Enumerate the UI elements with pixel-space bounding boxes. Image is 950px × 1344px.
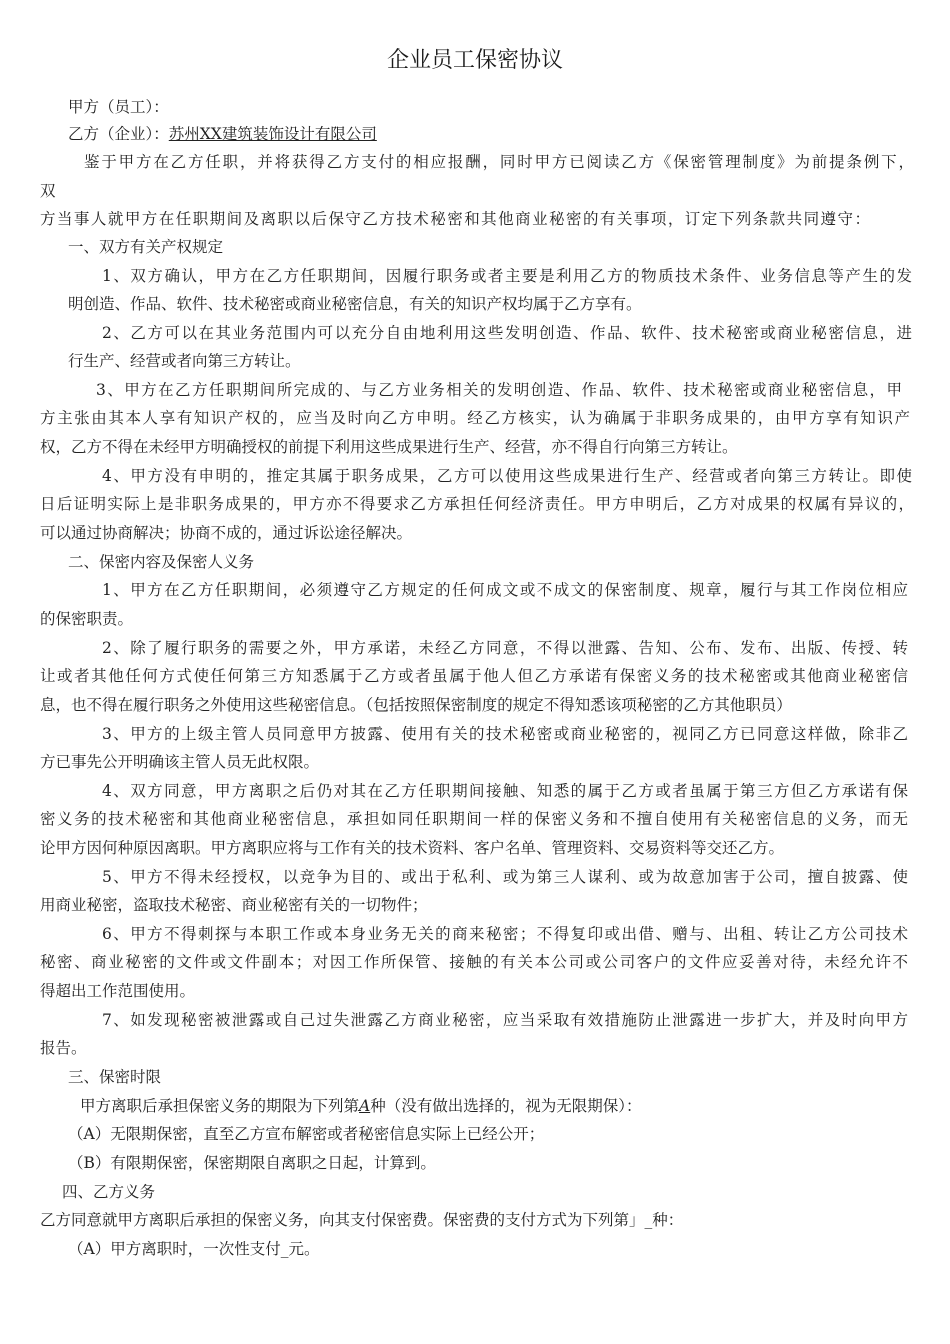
s3-option-a: （A）无限期保密，直至乙方宣布解密或者秘密信息实际上已经公开； [68,1125,545,1143]
s1-p1-line-2: 明创造、作品、软件、技术秘密或商业秘密信息，有关的知识产权均属于乙方享有。 [68,295,642,313]
s2-p4-line-3: 论甲方因何种原因离职。甲方离职应将与工作有关的技术资料、客户名单、管理资料、交易资料等交还乙方。 [40,839,785,857]
party-b-name: 苏州XX建筑装饰设计有限公司 [168,125,377,143]
s1-p3-line-1: 3、甲方在乙方任职期间所完成的、与乙方业务相关的发明创造、作品、软件、技术秘密或商业秘密信息，甲 [96,381,902,399]
s1-p4-line-1: 4、甲方没有申明的，推定其属于职务成果，乙方可以使用这些成果进行生产、经营或者向第三方转让。即使 [102,467,912,485]
section-2-heading: 二、保密内容及保密人义务 [68,553,255,571]
party-a-line: 甲方（员工）： [68,98,169,116]
section-1-heading: 一、双方有关产权规定 [68,238,224,256]
preamble-line-1: 鉴于甲方在乙方任职，并将获得乙方支付的相应报酬，同时甲方已阅读乙方《保密管理制度》为前提条例下， [84,153,914,171]
s1-p2-line-2: 行生产、经营或者向第三方转让。 [68,352,301,370]
s2-p6-line-2: 秘密、商业秘密的文件或文件副本；对因工作所保管、接触的有关本公司或公司客户的文件应妥善对待，未经允许不 [40,953,908,971]
s2-p2-line-3: 息，也不得在履行职务之外使用这些秘密信息。（包括按照保密制度的规定不得知悉该项秘密的乙方其他职员） [40,696,792,714]
s2-p5-line-2: 用商业秘密，盗取技术秘密、商业秘密有关的一切物件； [40,896,428,914]
s2-p7-line-2: 报告。 [40,1039,87,1057]
s2-p2-line-2: 让或者其他任何方式使任何第三方知悉属于乙方或者虽属于他人但乙方承诺有保密义务的技术秘密或其他商业秘密信 [40,667,908,685]
s3-intro-before: 甲方离职后承担保密义务的期限为下列第 [80,1097,360,1115]
s3-option-b: （B）有限期保密，保密期限自离职之日起，计算到。 [68,1154,436,1172]
s2-p3-line-2: 方已事先公开明确该主管人员无此权限。 [40,753,320,771]
party-b-line [68,124,377,144]
s2-p2-line-1: 2、除了履行职务的需要之外，甲方承诺，未经乙方同意，不得以泄露、告知、公布、发布、出版、传授、转 [102,639,908,657]
s2-p7-line-1: 7、如发现秘密被泄露或自己过失泄露乙方商业秘密，应当采取有效措施防止泄露进一步扩大，并及时向甲方 [102,1011,908,1029]
s1-p3-line-2: 方主张由其本人享有知识产权的，应当及时向乙方申明。经乙方核实，认为确属于非职务成果的，由甲方享有知识产 [40,409,910,427]
s1-p2-line-1: 2、乙方可以在其业务范围内可以充分自由地利用这些发明创造、作品、软件、技术秘密或商业秘密信息，进 [102,324,912,342]
s4-line-1: 乙方同意就甲方离职后承担的保密义务，向其支付保密费。保密费的支付方式为下列第」_种： [40,1211,684,1229]
s2-p4-line-1: 4、双方同意，甲方离职之后仍对其在乙方任职期间接触、知悉的属于乙方或者虽属于第三方但乙方承诺有保 [102,782,908,800]
s2-p4-line-2: 密义务的技术秘密和其他商业秘密信息，承担如同任职期间一样的保密义务和不擅自使用有关秘密信息的义务，而无 [40,810,908,828]
s4-option-a: （A）甲方离职时，一次性支付_元。 [68,1240,320,1258]
section-3-heading: 三、保密时限 [68,1068,162,1086]
s2-p6-line-3: 得超出工作范围使用。 [40,982,196,1000]
s3-choice-field: A [359,1097,371,1115]
section-4-heading: 四、乙方义务 [62,1183,156,1201]
s1-p4-line-3: 可以通过协商解决；协商不成的，通过诉讼途径解决。 [40,524,413,542]
party-b-label: 乙方（企业）： [68,125,169,143]
preamble-line-2: 双 [40,182,56,200]
s2-p1-line-2: 的保密职责。 [40,610,134,628]
s1-p1-line-1: 1、双方确认，甲方在乙方任职期间，因履行职务或者主要是利用乙方的物质技术条件、业务信息等产生的发 [102,267,912,285]
s2-p6-line-1: 6、甲方不得刺探与本职工作或本身业务无关的商来秘密；不得复印或出借、赠与、出租、转让乙方公司技术 [102,925,908,943]
s2-p3-line-1: 3、甲方的上级主管人员同意甲方披露、使用有关的技术秘密或商业秘密的，视同乙方已同意这样做，除非乙 [102,725,908,743]
s3-intro-after: 种（没有做出选择的，视为无限期保）： [370,1097,642,1115]
preamble-line-3: 方当事人就甲方在任职期间及离职以后保守乙方技术秘密和其他商业秘密的有关事项，订定下列条款共同遵守： [40,210,870,228]
s1-p4-line-2: 日后证明实际上是非职务成果的，甲方亦不得要求乙方承担任何经济责任。甲方申明后，乙方对成果的权属有异议的， [40,495,914,513]
s1-p3-line-3: 权，乙方不得在未经甲方明确授权的前提下利用这些成果进行生产、经营，亦不得自行向第三方转让。 [40,438,738,456]
document-title: 企业员工保密协议 [386,48,563,73]
s2-p1-line-1: 1、甲方在乙方任职期间，必须遵守乙方规定的任何成文或不成文的保密制度、规章，履行与其工作岗位相应 [102,581,908,599]
s3-intro [80,1096,641,1116]
s2-p5-line-1: 5、甲方不得未经授权，以竞争为目的、或出于私利、或为第三人谋利、或为故意加害于公司，擅自披露、使 [102,868,908,886]
